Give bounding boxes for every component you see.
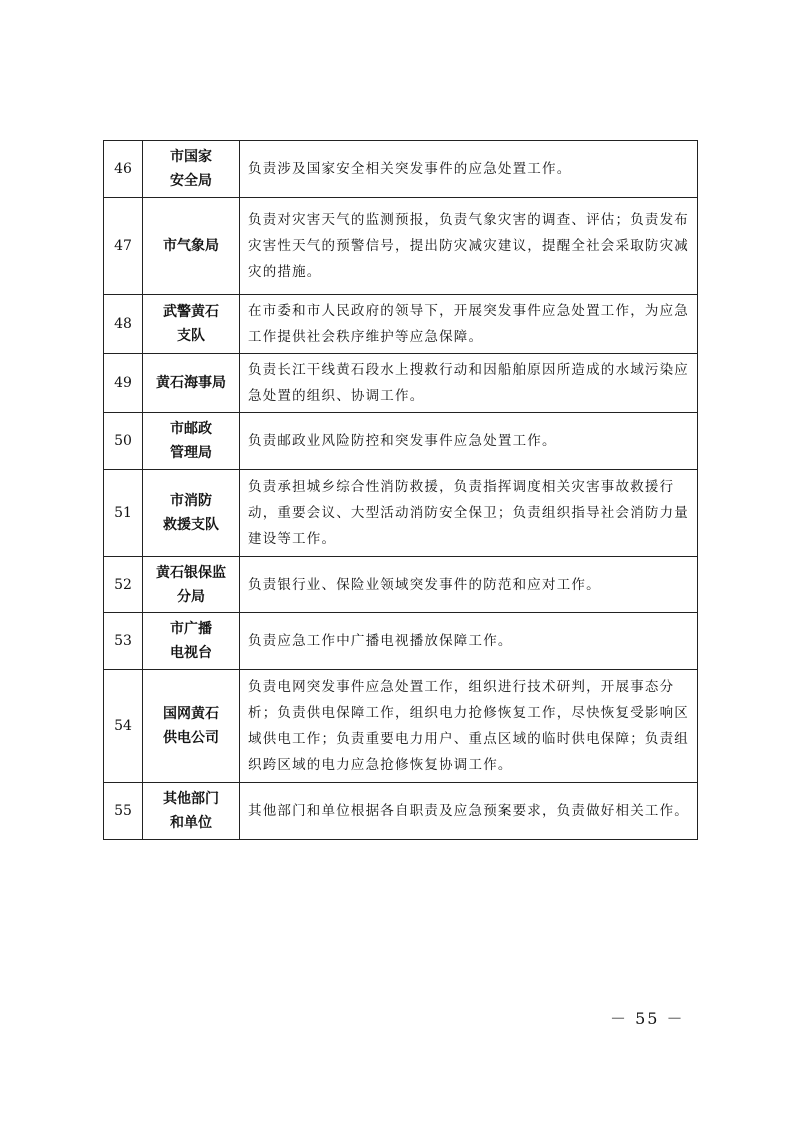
department-name-line2: 和单位 bbox=[170, 815, 212, 831]
table-row bbox=[104, 295, 698, 354]
duty-description: 其他部门和单位根据各自职责及应急预案要求，负责做好相关工作。 bbox=[240, 783, 698, 840]
row-number: 50 bbox=[104, 413, 143, 470]
page-number: － 55 － bbox=[610, 1009, 685, 1028]
department-name bbox=[143, 295, 240, 354]
table-row bbox=[104, 198, 698, 295]
department-name-line2: 供电公司 bbox=[163, 730, 219, 746]
department-name-line2: 救援支队 bbox=[163, 517, 219, 533]
table-row bbox=[104, 354, 698, 413]
table-row bbox=[104, 783, 698, 840]
row-number: 55 bbox=[104, 783, 143, 840]
duty-description: 负责应急工作中广播电视播放保障工作。 bbox=[240, 613, 698, 670]
department-name bbox=[143, 470, 240, 557]
duty-table-wrapper bbox=[103, 140, 697, 840]
department-name bbox=[143, 670, 240, 783]
department-name-line1: 国网黄石 bbox=[163, 706, 219, 722]
row-number: 46 bbox=[104, 141, 143, 198]
table-row bbox=[104, 613, 698, 670]
department-name-line1: 市国家 bbox=[170, 149, 212, 165]
department-name bbox=[143, 198, 240, 295]
table-row bbox=[104, 557, 698, 613]
row-number: 49 bbox=[104, 354, 143, 413]
duty-description: 负责长江干线黄石段水上搜救行动和因船舶原因所造成的水域污染应急处置的组织、协调工作。 bbox=[240, 354, 698, 413]
department-name bbox=[143, 613, 240, 670]
department-name-line1: 其他部门 bbox=[163, 791, 219, 807]
department-name bbox=[143, 557, 240, 613]
table-row bbox=[104, 413, 698, 470]
table-row bbox=[104, 670, 698, 783]
department-name-line1: 市消防 bbox=[170, 493, 212, 509]
department-duty-table bbox=[103, 140, 698, 840]
row-number: 53 bbox=[104, 613, 143, 670]
department-name-line1: 市邮政 bbox=[170, 421, 212, 437]
row-number: 54 bbox=[104, 670, 143, 783]
table-row bbox=[104, 141, 698, 198]
duty-description: 在市委和市人民政府的领导下，开展突发事件应急处置工作，为应急工作提供社会秩序维护等应急保障。 bbox=[240, 295, 698, 354]
department-name bbox=[143, 141, 240, 198]
department-name-line2: 分局 bbox=[177, 588, 205, 605]
duty-description: 负责对灾害天气的监测预报，负责气象灾害的调查、评估；负责发布灾害性天气的预警信号，提出防灾减灾建议，提醒全社会采取防灾减灾的措施。 bbox=[240, 198, 698, 295]
row-number: 52 bbox=[104, 557, 143, 613]
department-name bbox=[143, 783, 240, 840]
duty-description: 负责电网突发事件应急处置工作，组织进行技术研判，开展事态分析；负责供电保障工作，组织电力抢修恢复工作，尽快恢复受影响区域供电工作；负责重要电力用户、重点区域的临时供电保障；负责组织跨区域的电力应急抢修恢复协调工作。 bbox=[240, 670, 698, 783]
department-name-line1: 黄石银保监 bbox=[156, 564, 226, 581]
department-name-line2: 支队 bbox=[177, 328, 205, 344]
department-name-line1: 市气象局 bbox=[163, 238, 219, 254]
duty-description: 负责邮政业风险防控和突发事件应急处置工作。 bbox=[240, 413, 698, 470]
department-name-line2: 安全局 bbox=[170, 173, 212, 189]
department-name-line2: 电视台 bbox=[170, 645, 212, 661]
department-name-line1: 武警黄石 bbox=[163, 304, 219, 320]
duty-description: 负责承担城乡综合性消防救援，负责指挥调度相关灾害事故救援行动，重要会议、大型活动消防安全保卫；负责组织指导社会消防力量建设等工作。 bbox=[240, 470, 698, 557]
department-name-line2: 管理局 bbox=[170, 445, 212, 461]
row-number: 51 bbox=[104, 470, 143, 557]
table-row bbox=[104, 470, 698, 557]
department-name bbox=[143, 413, 240, 470]
department-name-line1: 市广播 bbox=[170, 621, 212, 637]
row-number: 47 bbox=[104, 198, 143, 295]
duty-description: 负责银行业、保险业领域突发事件的防范和应对工作。 bbox=[240, 557, 698, 613]
department-name bbox=[143, 354, 240, 413]
duty-description: 负责涉及国家安全相关突发事件的应急处置工作。 bbox=[240, 141, 698, 198]
row-number: 48 bbox=[104, 295, 143, 354]
department-name-line1: 黄石海事局 bbox=[156, 375, 226, 391]
